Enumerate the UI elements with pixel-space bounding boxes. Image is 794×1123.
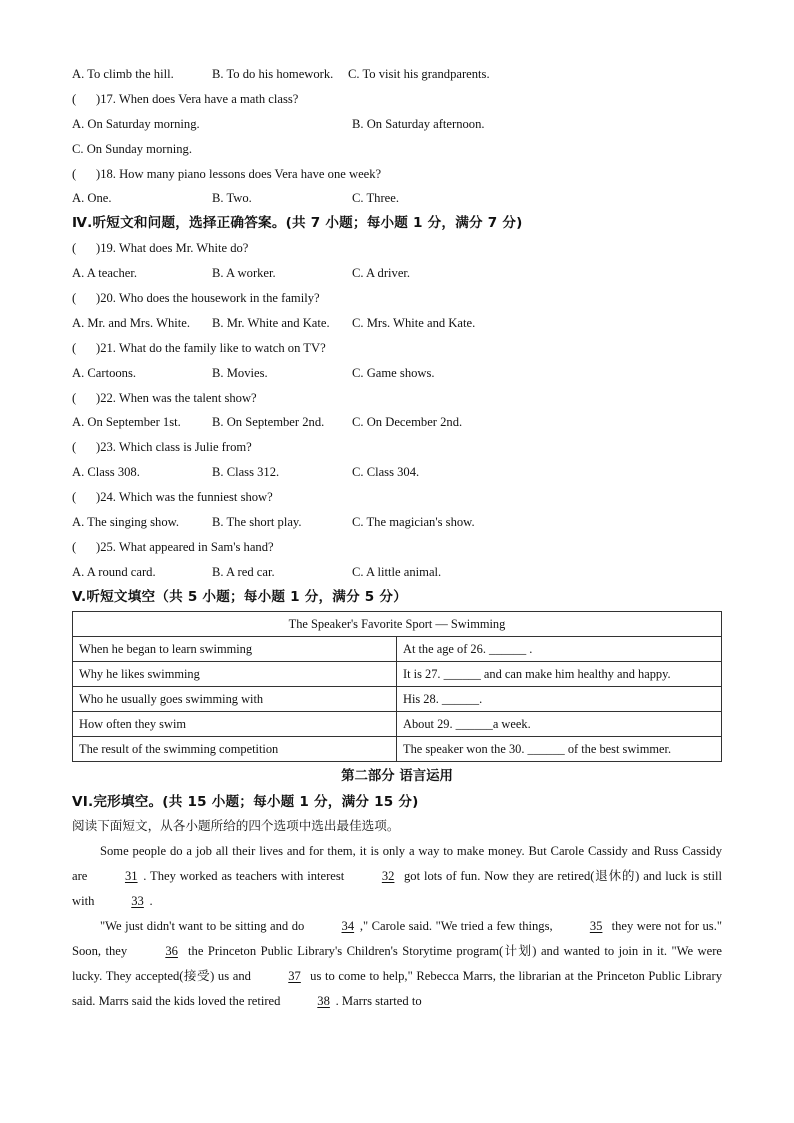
q22-options (72, 410, 722, 435)
blank-32: 32 (381, 869, 395, 884)
q16-option-c: C. To visit his grandparents. (348, 67, 490, 81)
answer-paren: ( (72, 340, 77, 355)
table-caption: The Speaker's Favorite Sport — Swimming (73, 611, 722, 636)
question-text: )25. What appeared in Sam's hand? (96, 539, 274, 554)
answer-paren: ( (72, 390, 77, 405)
table-cell-answer: It is 27. ______ and can make him healthy and happy. (397, 661, 722, 686)
passage-text: . (149, 894, 153, 909)
question-text: )23. Which class is Julie from? (96, 440, 252, 455)
q20-option-c: C. Mrs. White and Kate. (352, 315, 476, 330)
question-text: )19. What does Mr. White do? (96, 241, 249, 256)
fill-in-table (72, 611, 722, 762)
passage-text: Some people do a job all their lives and for them, it is only a way to make money. But Carole Cassidy and Russ Cassidy are (72, 844, 722, 884)
answer-paren: ( (72, 490, 77, 505)
question-25 (72, 535, 722, 560)
table-row (73, 736, 722, 761)
question-20 (72, 286, 722, 311)
question-19 (72, 236, 722, 261)
table-row (73, 661, 722, 686)
table-caption-row (73, 611, 722, 636)
table-cell-question: How often they swim (73, 711, 397, 736)
blank-38: 38 (317, 993, 330, 1008)
passage-text: "We just didn't want to be sitting and do (100, 919, 308, 934)
q19-option-a: A. A teacher. (72, 266, 138, 281)
q25-options (72, 560, 722, 585)
table-cell-question: Why he likes swimming (73, 661, 397, 686)
question-24 (72, 485, 722, 510)
q21-options (72, 361, 722, 386)
answer-paren: ( (72, 291, 77, 306)
blank-37: 37 (288, 968, 301, 983)
q24-option-c: C. The magician's show. (352, 515, 475, 530)
q21-option-a: A. Cartoons. (72, 365, 137, 380)
q22-option-b: B. On September 2nd. (212, 415, 325, 430)
blank-36: 36 (165, 944, 178, 958)
table-row (73, 686, 722, 711)
q17-option-b: B. On Saturday afternoon. (352, 116, 485, 131)
q23-options (72, 460, 722, 485)
answer-paren: ( (72, 91, 77, 106)
table-cell-answer: At the age of 26. ______ . (397, 636, 722, 661)
answer-paren: ( (72, 166, 77, 181)
q16-option-b: B. To do his homework. (212, 67, 334, 81)
passage-text: ," Carole said. "We tried a few things, (359, 919, 557, 934)
blank-35: 35 (589, 919, 603, 934)
q18-option-a: A. One. (72, 191, 112, 206)
blank-31: 31 (124, 869, 138, 884)
answer-paren: ( (72, 241, 77, 256)
q19-option-b: B. A worker. (212, 266, 276, 281)
table-row (73, 636, 722, 661)
table-cell-answer: The speaker won the 30. ______ of the best swimmer. (397, 736, 722, 761)
q16-option-a: A. To climb the hill. (72, 67, 174, 81)
passage-paragraph-1 (72, 839, 722, 914)
table-cell-question: When he began to learn swimming (73, 636, 397, 661)
q25-option-a: A. A round card. (72, 564, 156, 579)
exam-page (72, 62, 722, 1014)
table-row (73, 711, 722, 736)
table-cell-answer: His 28. ______. (397, 686, 722, 711)
blank-33: 33 (131, 894, 144, 909)
table-cell-question: The result of the swimming competition (73, 736, 397, 761)
section-6-heading: VI.完形填空。(共 15 小题；每小题 1 分，满分 15 分) (72, 793, 419, 810)
question-text: )22. When was the talent show? (96, 390, 257, 405)
q23-option-c: C. Class 304. (352, 465, 420, 480)
passage-text: us to come to help," Rebecca Marrs, the librarian at the Princeton Public Library said. Marrs said the kids loved the retired (72, 968, 722, 1008)
passage-text: . They worked as teachers with interest (143, 869, 349, 884)
passage-text: the Princeton Public Library's Children's Storytime program(计划) and wanted to join in it. "We were lucky. They accepted(接受) us and (72, 944, 722, 983)
q21-option-c: C. Game shows. (352, 365, 435, 380)
q23-option-a: A. Class 308. (72, 465, 140, 480)
answer-paren: ( (72, 539, 77, 554)
answer-paren: ( (72, 440, 77, 455)
q17-options-row2 (72, 137, 722, 162)
table-cell-answer: About 29. ______a week. (397, 711, 722, 736)
q22-option-a: A. On September 1st. (72, 415, 181, 430)
q17-options-row1 (72, 112, 722, 137)
q17-option-a: A. On Saturday morning. (72, 116, 200, 131)
question-text: )17. When does Vera have a math class? (96, 91, 299, 106)
q17-option-c: C. On Sunday morning. (72, 141, 192, 156)
q19-option-c: C. A driver. (352, 266, 411, 281)
q18-options (72, 186, 722, 211)
question-text: )18. How many piano lessons does Vera have one week? (96, 166, 382, 181)
passage-text: they were not for us." Soon, they (72, 919, 722, 958)
section-6-instruction: 阅读下面短文，从各小题所给的四个选项中选出最佳选项。 (72, 818, 400, 834)
question-text: )24. Which was the funniest show? (96, 490, 273, 505)
q20-option-b: B. Mr. White and Kate. (212, 315, 330, 330)
question-18 (72, 162, 722, 187)
q18-option-c: C. Three. (352, 191, 399, 206)
part-2-title: 第二部分 语言运用 (341, 768, 453, 784)
q19-options (72, 261, 722, 286)
question-23 (72, 435, 722, 460)
q23-option-b: B. Class 312. (212, 465, 280, 480)
passage-text: got lots of fun. Now they are retired(退休的) and luck is still with (72, 869, 722, 909)
q22-option-c: C. On December 2nd. (352, 415, 463, 430)
q25-option-c: C. A little animal. (352, 564, 442, 579)
q20-options (72, 311, 722, 336)
section-4-heading: Ⅳ.听短文和问题，选择正确答案。(共 7 小题；每小题 1 分，满分 7 分) (72, 215, 523, 232)
passage-text: . Marrs started to (335, 993, 422, 1008)
q18-option-b: B. Two. (212, 191, 252, 206)
passage-paragraph-2 (72, 914, 722, 1014)
q25-option-b: B. A red car. (212, 564, 275, 579)
q20-option-a: A. Mr. and Mrs. White. (72, 315, 190, 330)
question-text: )20. Who does the housework in the family? (96, 291, 320, 306)
table-cell-question: Who he usually goes swimming with (73, 686, 397, 711)
q16-options (72, 62, 722, 87)
q24-option-b: B. The short play. (212, 515, 302, 530)
q24-options (72, 510, 722, 535)
blank-34: 34 (341, 919, 355, 934)
q24-option-a: A. The singing show. (72, 515, 180, 530)
question-22 (72, 386, 722, 411)
question-21 (72, 336, 722, 361)
q21-option-b: B. Movies. (212, 365, 268, 380)
question-17 (72, 87, 722, 112)
section-5-heading: V.听短文填空（共 5 小题；每小题 1 分，满分 5 分） (72, 588, 407, 605)
question-text: )21. What do the family like to watch on TV? (96, 340, 326, 355)
